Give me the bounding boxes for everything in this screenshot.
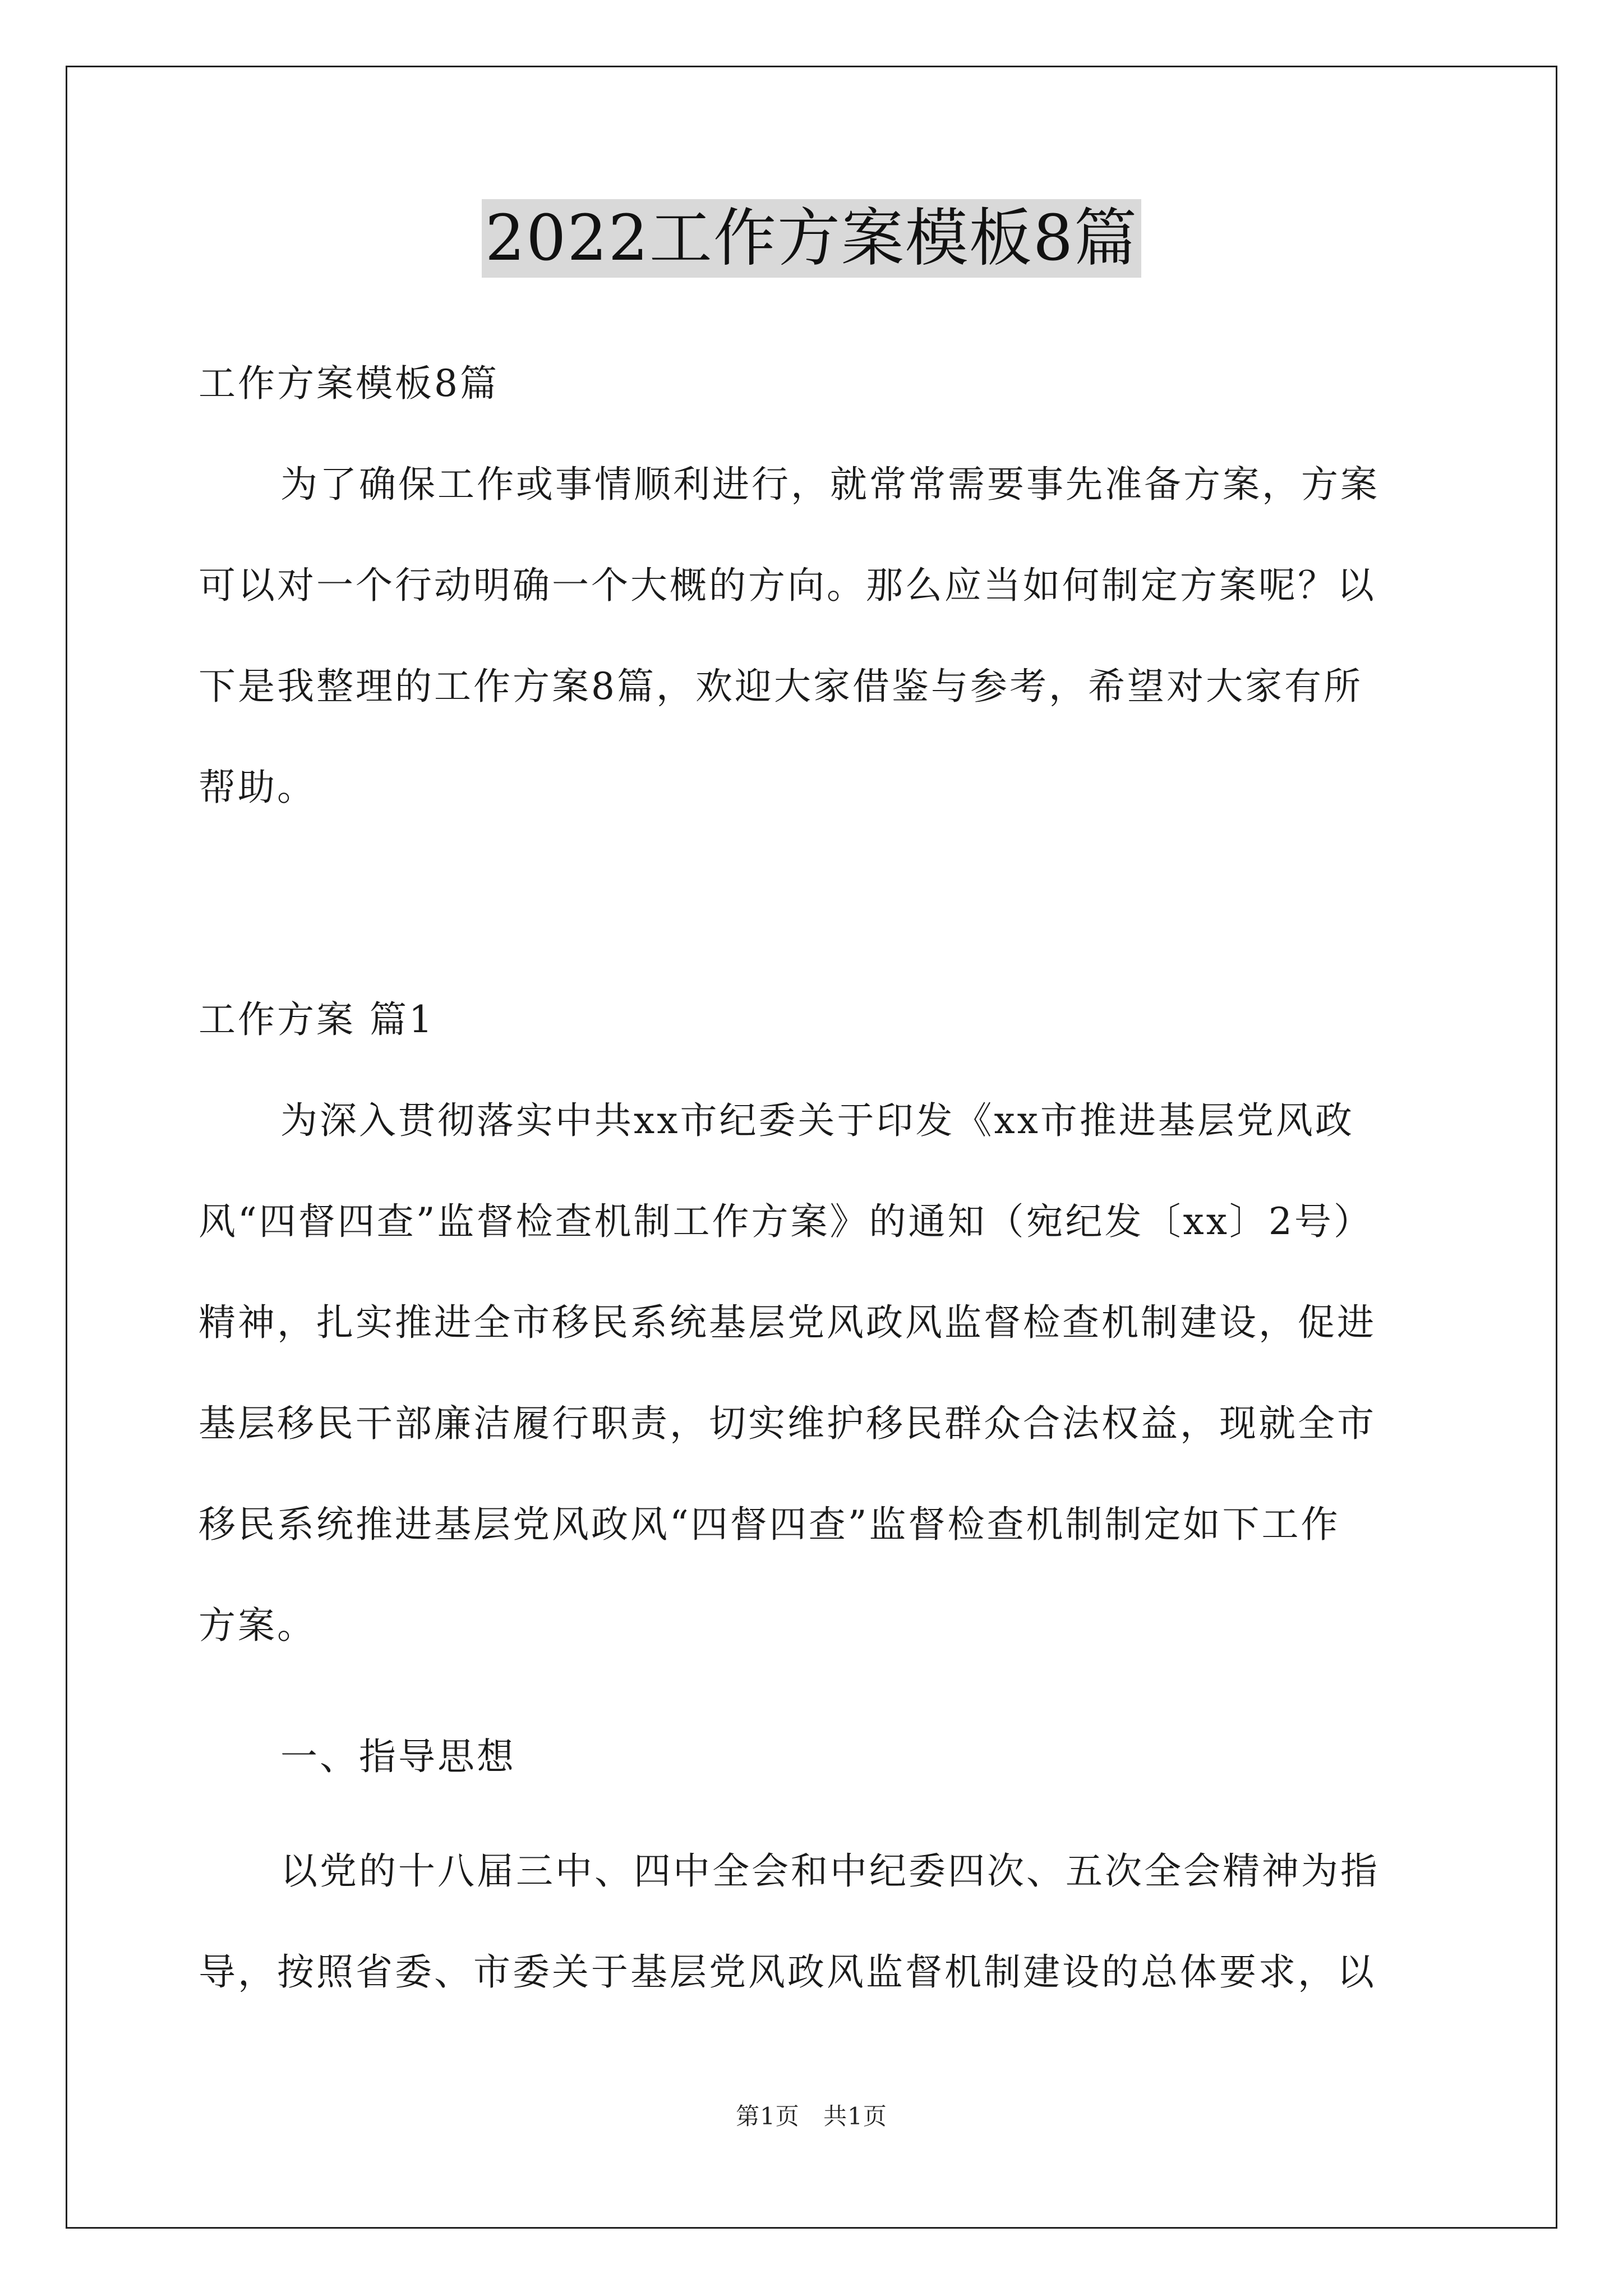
intro-line-3: 下是我整理的工作方案8篇，欢迎大家借鉴与参考，希望对大家有所 — [199, 665, 1363, 708]
section1-line-5: 移民系统推进基层党风政风“四督四查”监督检查机制制定如下工作 — [199, 1503, 1340, 1546]
section1-line-4: 基层移民干部廉洁履行职责，切实维护移民群众合法权益，现就全市 — [199, 1402, 1376, 1445]
intro-heading: 工作方案模板8篇 — [199, 362, 499, 405]
page-footer — [0, 2098, 1623, 2132]
title-container — [0, 199, 1623, 278]
intro-line-4: 帮助。 — [199, 766, 316, 809]
section1-line-6: 方案。 — [199, 1604, 316, 1647]
section1-line-1: 为深入贯彻落实中共xx市纪委关于印发《xx市推进基层党风政 — [280, 1099, 1354, 1142]
document-title: 2022工作方案模板8篇 — [482, 199, 1141, 278]
intro-line-1: 为了确保工作或事情顺利进行，就常常需要事先准备方案，方案 — [280, 463, 1380, 506]
section1-line-3: 精神，扎实推进全市移民系统基层党风政风监督检查机制建设，促进 — [199, 1301, 1376, 1344]
subheading-guiding-ideology: 一、指导思想 — [280, 1735, 516, 1778]
guide-line-1: 以党的十八届三中、四中全会和中纪委四次、五次全会精神为指 — [280, 1849, 1380, 1893]
section1-heading: 工作方案 篇1 — [199, 998, 435, 1041]
total-pages: 共1页 — [823, 2102, 887, 2130]
guide-line-2: 导，按照省委、市委关于基层党风政风监督机制建设的总体要求，以 — [199, 1950, 1376, 1994]
intro-line-2: 可以对一个行动明确一个大概的方向。那么应当如何制定方案呢？以 — [199, 564, 1376, 607]
page-number: 第1页 — [736, 2102, 800, 2130]
section1-line-2: 风“四督四查”监督检查机制工作方案》的通知（宛纪发〔xx〕2号） — [199, 1200, 1373, 1243]
